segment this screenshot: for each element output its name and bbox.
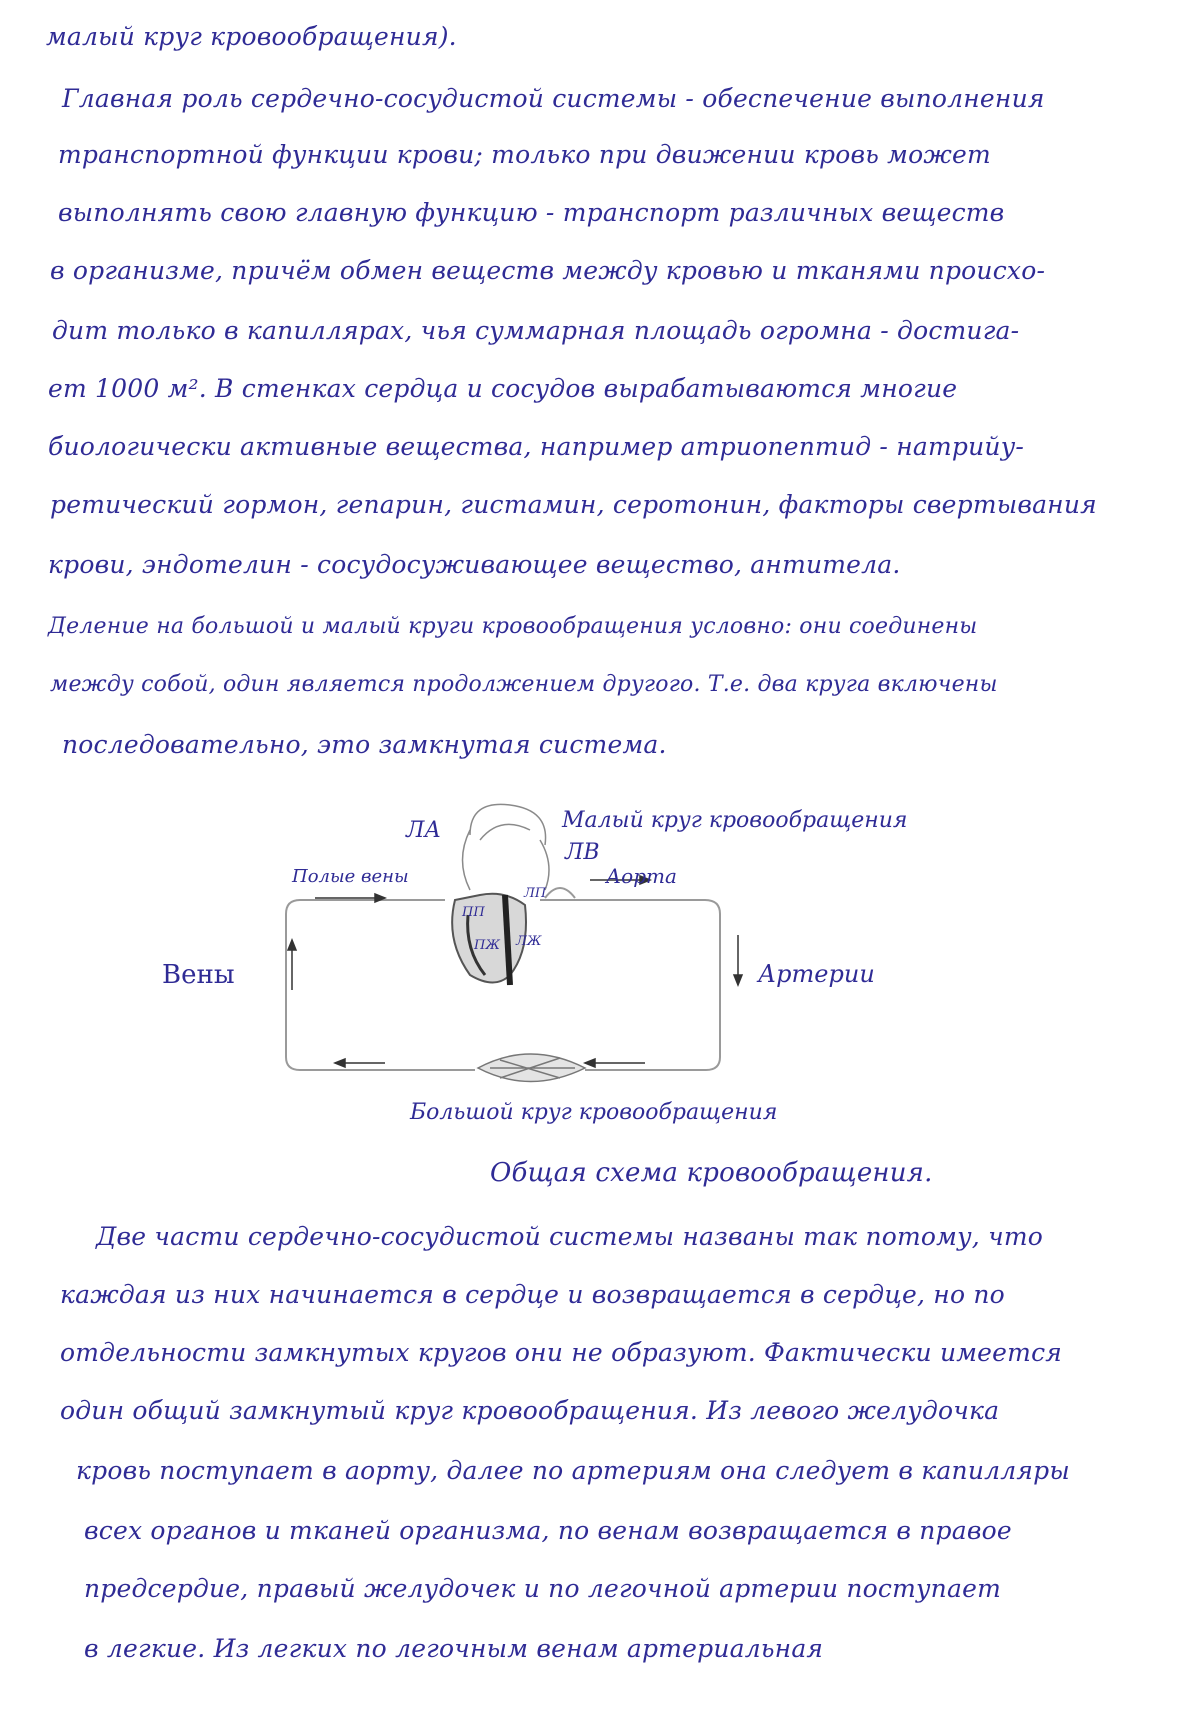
diagram-caption: Общая схема кровообращения.: [490, 1158, 933, 1188]
text-line: Главная роль сердечно-сосудистой системы - обеспечение выполнения: [62, 84, 1045, 113]
label-arteries: Артерии: [758, 960, 875, 988]
label-hollow-veins: Полые вены: [292, 866, 409, 887]
text-line: всех органов и тканей организма, по венам возвращается в правое: [84, 1516, 1012, 1545]
text-line: ет 1000 м². В стенках сердца и сосудов вырабатываются многие: [48, 374, 958, 403]
text-line: последовательно, это замкнутая система.: [62, 730, 667, 759]
text-line: ретический гормон, гепарин, гистамин, серотонин, факторы свертывания: [50, 490, 1097, 519]
text-line: один общий замкнутый круг кровообращения. Из левого желудочка: [60, 1396, 1000, 1425]
text-line: предсердие, правый желудочек и по легочной артерии поступает: [84, 1574, 1001, 1603]
text-line: кровь поступает в аорту, далее по артериям она следует в капилляры: [76, 1456, 1070, 1485]
body-capillary-drawing: [478, 1054, 585, 1082]
text-line: выполнять свою главную функцию - транспорт различных веществ: [58, 198, 1005, 227]
text-line: дит только в капиллярах, чья суммарная площадь огромна - достига-: [52, 316, 1020, 345]
text-line: в организме, причём обмен веществ между кровью и тканями происхо-: [50, 256, 1046, 285]
text-line: биологически активные вещества, например атриопептид - натрийу-: [48, 432, 1025, 461]
text-line: в легкие. Из легких по легочным венам артериальная: [84, 1634, 824, 1663]
label-pulmonary-vein: ЛВ: [565, 840, 600, 865]
label-pulmonary-circulation: Малый круг кровообращения: [562, 808, 908, 833]
label-aorta: Аорта: [606, 864, 677, 888]
text-line: Деление на большой и малый круги кровообращения условно: они соединены: [48, 614, 978, 639]
text-line: транспортной функции крови; только при движении кровь может: [58, 140, 991, 169]
text-line: Две части сердечно-сосудистой системы названы так потому, что: [96, 1222, 1044, 1251]
label-pulmonary-artery: ЛА: [406, 818, 442, 843]
text-line: крови, эндотелин - сосудосуживающее вещество, антитела.: [48, 550, 901, 579]
lung-network-drawing: [463, 804, 550, 890]
text-line: между собой, один является продолжением другого. Т.е. два круга включены: [50, 672, 998, 697]
label-veins: Вены: [162, 960, 235, 990]
text-line: каждая из них начинается в сердце и возвращается в сердце, но по: [60, 1280, 1005, 1309]
text-line: отдельности замкнутых кругов они не образуют. Фактически имеется: [60, 1338, 1063, 1367]
label-left-atrium: ЛП: [524, 886, 547, 901]
label-right-ventricle: ПЖ: [474, 938, 500, 953]
label-right-atrium: ПП: [462, 905, 485, 920]
label-left-ventricle: ЛЖ: [516, 934, 542, 949]
text-line: малый круг кровообращения).: [46, 22, 457, 51]
label-systemic-circulation: Большой круг кровообращения: [410, 1100, 778, 1125]
